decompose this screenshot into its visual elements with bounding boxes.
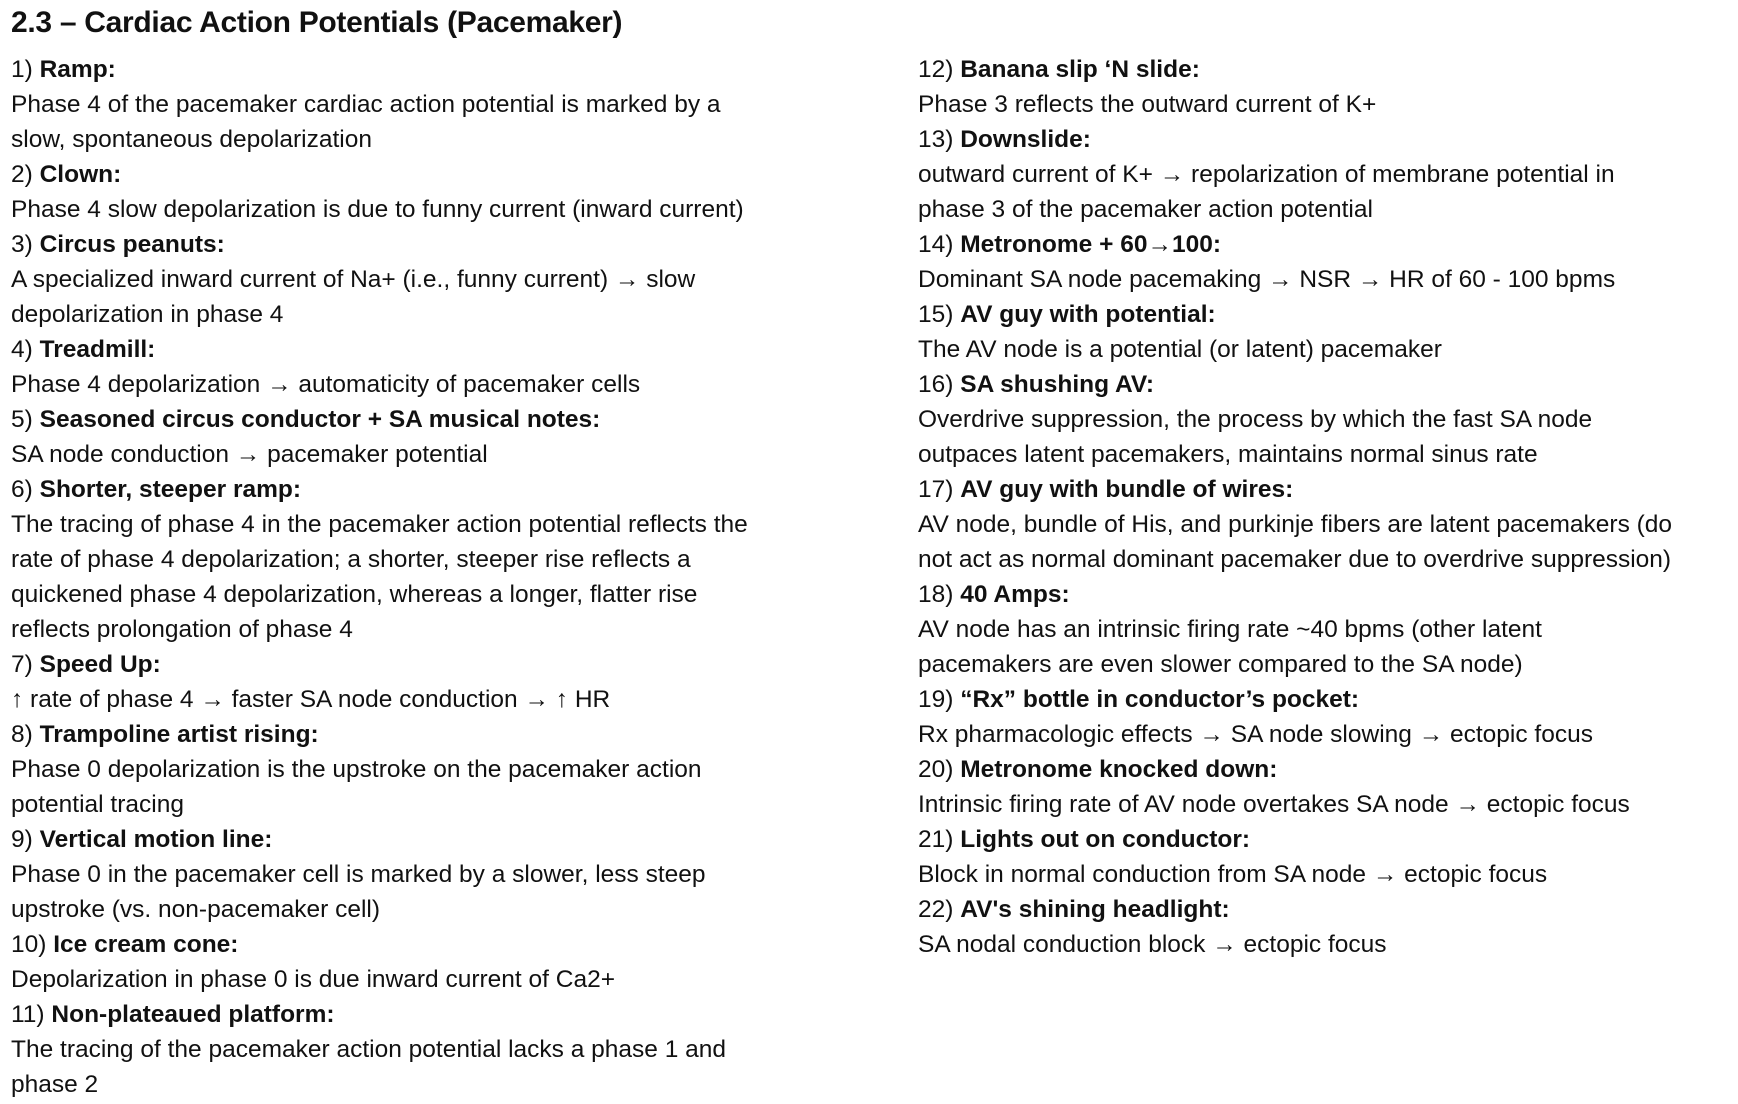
item-heading	[918, 227, 1738, 262]
list-item	[918, 822, 1738, 892]
item-title: 40 Amps:	[960, 581, 1070, 608]
item-number: 10)	[11, 931, 47, 958]
item-heading	[918, 577, 1738, 612]
item-title: Non-plateaued platform:	[51, 1001, 335, 1028]
item-heading	[918, 892, 1738, 927]
item-number: 1)	[11, 56, 33, 83]
item-description: SA node conduction → pacemaker potential	[11, 441, 488, 468]
item-number: 18)	[918, 581, 954, 608]
item-description: ↑ rate of phase 4 → faster SA node conduction → ↑ HR	[11, 686, 611, 713]
list-item	[918, 577, 1738, 682]
item-title: Lights out on conductor:	[960, 826, 1251, 853]
list-item	[11, 227, 891, 332]
item-description: Phase 0 depolarization is the upstroke on the pacemaker action potential tracing	[11, 756, 702, 818]
item-title: Speed Up:	[39, 651, 161, 678]
item-number: 7)	[11, 651, 33, 678]
item-number: 17)	[918, 476, 954, 503]
item-heading	[918, 752, 1738, 787]
item-description: The tracing of the pacemaker action potential lacks a phase 1 and phase 2	[11, 1036, 727, 1098]
item-title: Clown:	[39, 161, 122, 188]
list-item	[11, 717, 891, 822]
item-description: Dominant SA node pacemaking → NSR → HR of 60 - 100 bpms	[918, 266, 1616, 293]
item-description: Phase 4 slow depolarization is due to funny current (inward current)	[11, 196, 744, 223]
item-heading	[11, 332, 891, 367]
item-number: 22)	[918, 896, 954, 923]
list-item	[918, 122, 1738, 227]
list-item	[11, 332, 891, 402]
item-heading	[11, 647, 891, 682]
item-title: SA shushing AV:	[960, 371, 1154, 398]
item-number: 14)	[918, 231, 954, 258]
item-description: outward current of K+ → repolarization of membrane potential in phase 3 of the pacemaker action potential	[918, 161, 1615, 223]
item-heading	[918, 472, 1738, 507]
item-title: Ramp:	[39, 56, 116, 83]
list-item	[918, 297, 1738, 367]
item-title: Trampoline artist rising:	[39, 721, 319, 748]
item-description: Phase 3 reflects the outward current of K+	[918, 91, 1377, 118]
item-heading	[11, 52, 891, 87]
item-description: Depolarization in phase 0 is due inward current of Ca2+	[11, 966, 616, 993]
item-title: Banana slip ‘N slide:	[960, 56, 1200, 83]
item-title: Treadmill:	[39, 336, 156, 363]
item-description: Phase 4 of the pacemaker cardiac action potential is marked by a slow, spontaneous depolarization	[11, 91, 721, 153]
list-item	[11, 647, 891, 717]
item-number: 19)	[918, 686, 954, 713]
item-description: Phase 4 depolarization → automaticity of pacemaker cells	[11, 371, 641, 398]
item-description: AV node has an intrinsic firing rate ~40 bpms (other latent pacemakers are even slower compared to the SA node)	[918, 616, 1542, 678]
item-heading	[11, 227, 891, 262]
item-heading	[11, 472, 891, 507]
item-heading	[918, 822, 1738, 857]
list-item	[11, 402, 891, 472]
item-description: Phase 0 in the pacemaker cell is marked by a slower, less steep upstroke (vs. non-pacemaker cell)	[11, 861, 706, 923]
item-description: The tracing of phase 4 in the pacemaker action potential reflects the rate of phase 4 depolarization; a shorter, steeper rise reflects a quickened phase 4 depolarization, whereas a longer, flatter rise reflects prolongation of phase 4	[11, 511, 748, 643]
item-heading	[11, 822, 891, 857]
item-heading	[11, 402, 891, 437]
list-item	[11, 822, 891, 927]
item-title: Metronome + 60→100:	[960, 231, 1221, 258]
item-description: Rx pharmacologic effects → SA node slowing → ectopic focus	[918, 721, 1593, 748]
item-heading	[918, 682, 1738, 717]
list-item	[918, 892, 1738, 962]
item-heading	[918, 52, 1738, 87]
item-number: 15)	[918, 301, 954, 328]
item-heading	[11, 157, 891, 192]
item-title: Ice cream cone:	[53, 931, 239, 958]
item-number: 20)	[918, 756, 954, 783]
item-title: Vertical motion line:	[39, 826, 273, 853]
list-item	[918, 367, 1738, 472]
list-item	[918, 472, 1738, 577]
item-number: 16)	[918, 371, 954, 398]
item-number: 3)	[11, 231, 33, 258]
left-column	[11, 52, 891, 1102]
item-number: 2)	[11, 161, 33, 188]
item-heading	[11, 927, 891, 962]
item-description: SA nodal conduction block → ectopic focus	[918, 931, 1387, 958]
list-item	[11, 927, 891, 997]
item-title: Seasoned circus conductor + SA musical notes:	[39, 406, 601, 433]
item-title: Shorter, steeper ramp:	[39, 476, 302, 503]
list-item	[918, 682, 1738, 752]
list-item	[11, 157, 891, 227]
item-title: AV guy with bundle of wires:	[960, 476, 1294, 503]
list-item	[918, 227, 1738, 297]
item-description: AV node, bundle of His, and purkinje fibers are latent pacemakers (do not act as normal dominant pacemaker due to overdrive suppression)	[918, 511, 1673, 573]
item-title: AV guy with potential:	[960, 301, 1216, 328]
item-heading	[918, 297, 1738, 332]
right-column	[918, 52, 1738, 962]
item-heading	[11, 717, 891, 752]
list-item	[11, 997, 891, 1102]
item-description: Overdrive suppression, the process by which the fast SA node outpaces latent pacemakers, maintains normal sinus rate	[918, 406, 1593, 468]
item-title: Circus peanuts:	[39, 231, 225, 258]
item-number: 11)	[11, 1001, 45, 1028]
list-item	[918, 52, 1738, 122]
item-title: Metronome knocked down:	[960, 756, 1278, 783]
item-number: 9)	[11, 826, 33, 853]
item-description: A specialized inward current of Na+ (i.e., funny current) → slow depolarization in phase 4	[11, 266, 696, 328]
item-number: 8)	[11, 721, 33, 748]
item-number: 4)	[11, 336, 33, 363]
item-title: “Rx” bottle in conductor’s pocket:	[960, 686, 1360, 713]
item-title: Downslide:	[960, 126, 1091, 153]
item-description: Intrinsic firing rate of AV node overtakes SA node → ectopic focus	[918, 791, 1630, 818]
list-item	[11, 52, 891, 157]
item-description: The AV node is a potential (or latent) pacemaker	[918, 336, 1442, 363]
item-number: 13)	[918, 126, 954, 153]
item-heading	[11, 997, 891, 1032]
item-heading	[918, 122, 1738, 157]
item-number: 5)	[11, 406, 33, 433]
item-number: 12)	[918, 56, 954, 83]
page-title: 2.3 – Cardiac Action Potentials (Pacemaker)	[11, 6, 623, 39]
list-item	[918, 752, 1738, 822]
item-heading	[918, 367, 1738, 402]
item-title: AV's shining headlight:	[960, 896, 1230, 923]
list-item	[11, 472, 891, 647]
item-number: 6)	[11, 476, 33, 503]
item-number: 21)	[918, 826, 954, 853]
item-description: Block in normal conduction from SA node → ectopic focus	[918, 861, 1548, 888]
